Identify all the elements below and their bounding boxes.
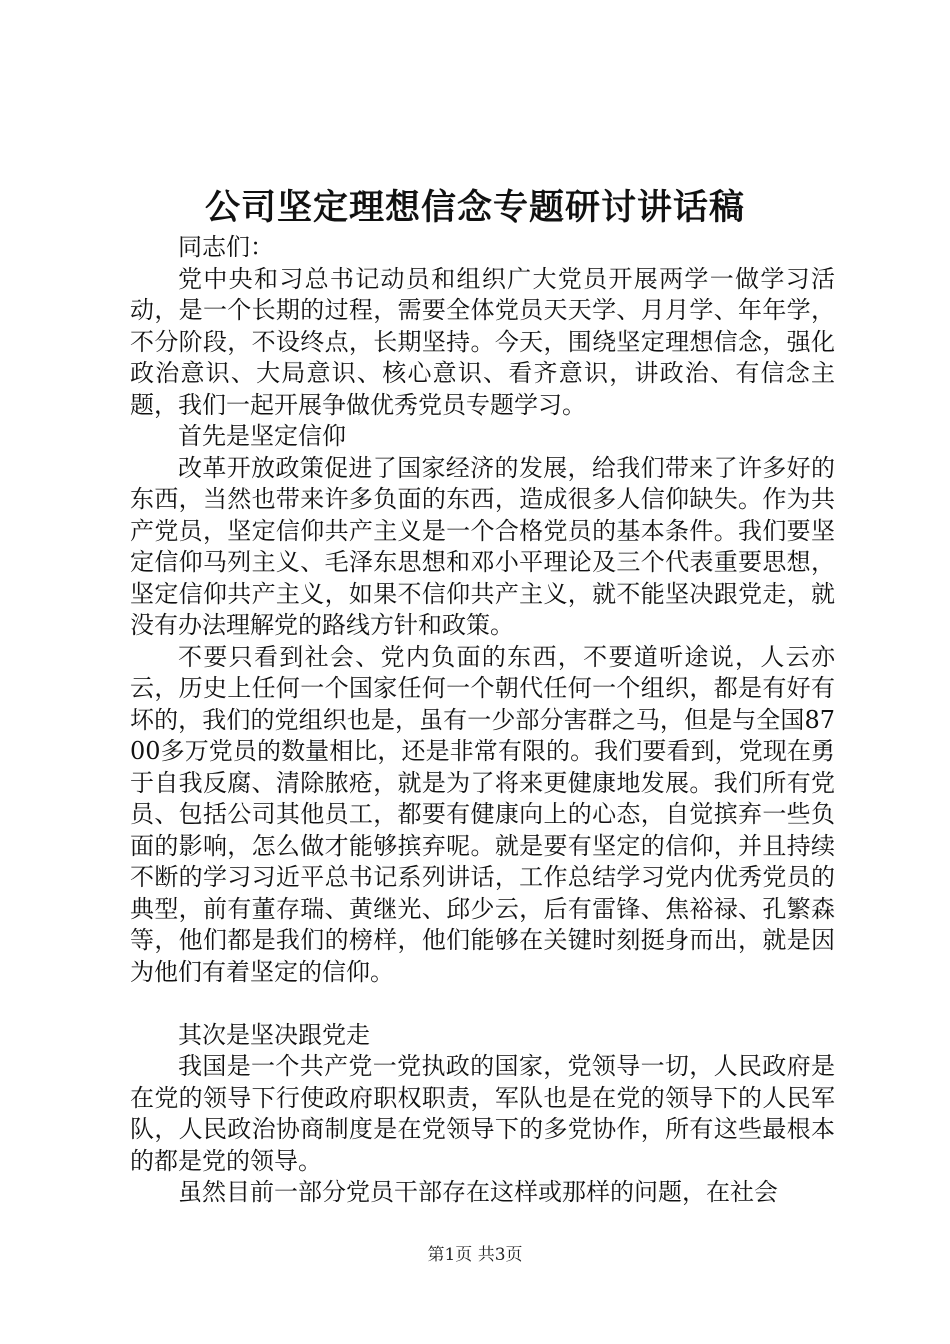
paragraph-section1-b: 不要只看到社会、党内负面的东西，不要道听途说，人云亦云，历史上任何一个国家任何一个朝代任何一个组织，都是有好有坏的，我们的党组织也是，虽有一少部分害群之马，但是与全国8700多万党员的数量相比，还是非常有限的。我们要看到，党现在勇于自我反腐、清除脓疮，就是为了将来更健康地发展。我们所有党员、包括公司其他员工，都要有健康向上的心态，自觉摈弃一些负面的影响，怎么做才能够摈弃呢。就是要有坚定的信仰，并且持续不断的学习习近平总书记系列讲话，工作总结学习党内优秀党员的典型，前有董存瑞、黄继光、邱少云，后有雷锋、焦裕禄、孔繁森等，他们都是我们的榜样，他们能够在关键时刻挺身而出，就是因为他们有着坚定的信仰。 [130, 642, 835, 986]
paragraph-spacer [130, 988, 835, 1020]
document-title: 公司坚定理想信念专题研讨讲话稿 [204, 187, 745, 228]
paragraph-section2-b: 虽然目前一部分党员干部存在这样或那样的问题，在社会 [178, 1178, 778, 1206]
section-heading-1: 首先是坚定信仰 [178, 422, 346, 450]
salutation: 同志们： [178, 233, 274, 261]
paragraph-section1-a: 改革开放政策促进了国家经济的发展，给我们带来了许多好的东西，当然也带来许多负面的东西，造成很多人信仰缺失。作为共产党员，坚定信仰共产主义是一个合格党员的基本条件。我们要坚定信仰马列主义、毛泽东思想和邓小平理论及三个代表重要思想，坚定信仰共产主义，如果不信仰共产主义，就不能坚决跟党走，就没有办法理解党的路线方针和政策。 [130, 453, 835, 639]
page-footer: 第1页 共3页 [427, 1245, 523, 1265]
paragraph-section2-a: 我国是一个共产党一党执政的国家，党领导一切，人民政府是在党的领导下行使政府职权职责，军队也是在党的领导下的人民军队，人民政治协商制度是在党领导下的多党协作，所有这些最根本的都是党的领导。 [130, 1052, 835, 1175]
section-heading-2: 其次是坚决跟党走 [178, 1020, 370, 1049]
paragraph-intro: 党中央和习总书记动员和组织广大党员开展两学一做学习活动，是一个长期的过程，需要全体党员天天学、月月学、年年学，不分阶段，不设终点，长期坚持。今天，围绕坚定理想信念，强化政治意识、大局意识、核心意识、看齐意识，讲政治、有信念主题，我们一起开展争做优秀党员专题学习。 [130, 264, 835, 419]
document-body [130, 232, 835, 1209]
